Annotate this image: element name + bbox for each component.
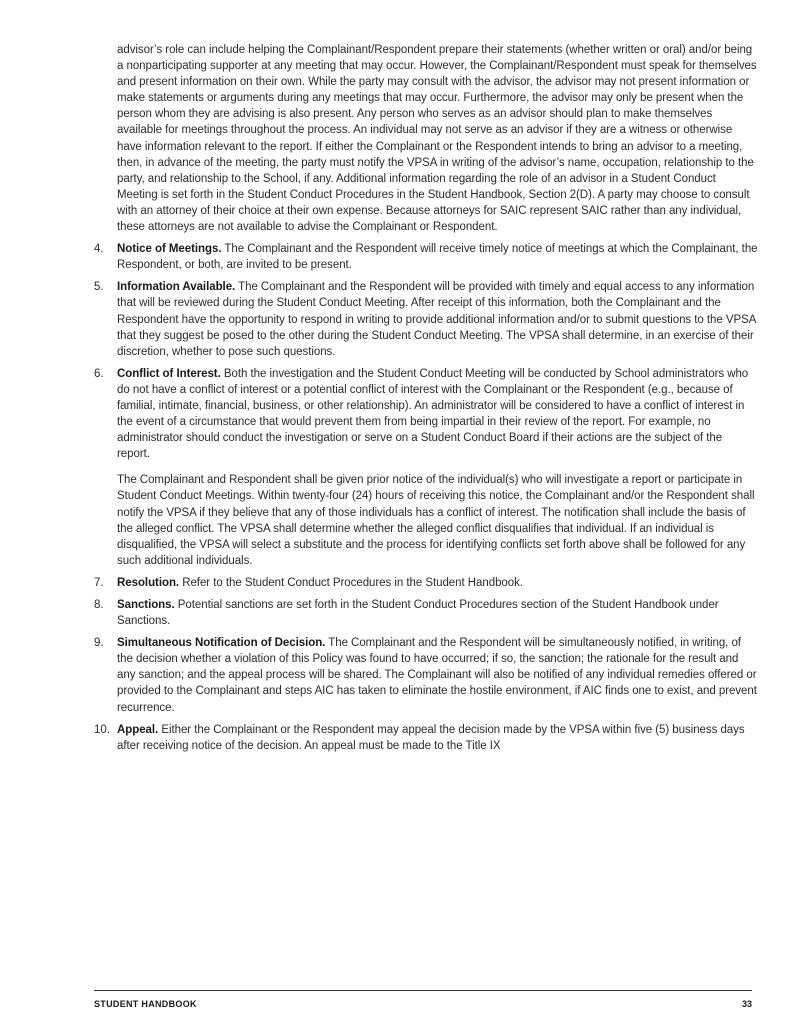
footer-divider [94, 990, 752, 991]
item-title: Appeal. [117, 723, 159, 736]
list-item [94, 366, 758, 569]
item-title: Simultaneous Notification of Decision. [117, 637, 326, 650]
item-text: The Complainant and the Respondent will be provided with timely and equal access to any information that will be reviewed during the Student Conduct Meeting. After receipt of this information, both the Complainant and the Respondent have the opportunity to respond in writing to provide additional information and/or to submit questions to the VPSA that they suggest be posed to the other during the Student Conduct Meeting. The VPSA shall determine, in an exercise of their discretion, whether to pose such questions. [117, 281, 756, 358]
item-second-paragraph: The Complainant and Respondent shall be given prior notice of the individual(s) who will investigate a report or participate in Student Conduct Meetings. Within twenty-four (24) hours of receiving this notice, the Complainant and/or the Respondent shall notify the VPSA if they believe that any of those individuals has a conflict of interest. The notification shall include the basis of the alleged conflict. The VPSA shall determine whether the alleged conflict disqualifies that individual. If an individual is disqualified, the VPSA will select a substitute and the process for identifying conflicts set forth above shall be followed for any such additional individuals. [117, 474, 755, 567]
item-title: Sanctions. [117, 599, 175, 611]
item-text: The Complainant and the Respondent will be simultaneously notified, in writing, of the decision whether a violation of this Policy was found to have occurred; if so, the sanction; the rationale for the result and any sanction; and the appeal process will be shared. The Complainant will also be notified of any individual remedies offered or provided to the Complainant and steps AIC has taken to eliminate the hostile environment, if AIC finds one to exist, and prevent recurrence. [117, 637, 757, 714]
list-item [94, 635, 758, 715]
list-item [94, 597, 758, 629]
item-title: Information Available. [117, 281, 236, 294]
list-item [94, 575, 758, 591]
item-title: Notice of Meetings. [117, 243, 222, 256]
item-number: 7. [94, 576, 104, 589]
numbered-list [94, 241, 758, 754]
item-text: Both the investigation and the Student Conduct Meeting will be conducted by School administrators who do not have a conflict of interest or a potential conflict of interest with the Complainant or the Respondent (e.g., because of familial, intimate, financial, business, or other relationship). An administrator will be considered to have a conflict of interest in the event of a circumstance that would prevent them from being impartial in their review of the report. For example, no administrator should conduct the investigation or serve on a Student Conduct Board if their actions are the subject of the report. [117, 367, 749, 461]
item-text: The Complainant and the Respondent will receive timely notice of meetings at which the Complainant, the Respondent, or both, are invited to be present. [117, 243, 758, 272]
page-body [94, 42, 758, 754]
item-text: Potential sanctions are set forth in the Student Conduct Procedures section of the Student Handbook under Sanctions. [117, 599, 719, 628]
intro-paragraph: advisor’s role can include helping the Complainant/Respondent prepare their statements (whether written or oral) and/or being a nonparticipating supporter at any meeting that may occur. However, the Complainant/Respondent must speak for themselves and present information on their own. While the party may consult with the advisor, the advisor may not present information or make statements or arguments during any meetings that may occur. Furthermore, the advisor may only be present when the person whom they are advising is also present. Any person who serves as an advisor should plan to make themselves available for meetings throughout the process. An individual may not serve as an advisor if they are a witness or otherwise have information relevant to the report. If either the Complainant or the Respondent intends to bring an advisor to a meeting, then, in advance of the meeting, the party must notify the VPSA in writing of the advisor’s name, occupation, relationship to the party, and relationship to the School, if any. Additional information regarding the role of an advisor in a Student Conduct Meeting is set forth in the Student Conduct Procedures in the Student Handbook, Section 2(D). A party may choose to consult with an attorney of their choice at their own expense. Because attorneys for SAIC represent SAIC rather than any individual, these attorneys are not available to advise the Complainant or Respondent. [117, 44, 757, 234]
list-item [94, 241, 758, 273]
list-item [94, 722, 758, 754]
item-number: 10. [94, 723, 110, 736]
item-number: 5. [94, 281, 104, 294]
item-title: Resolution. [117, 576, 180, 589]
item-number: 9. [94, 637, 104, 650]
item-number: 4. [94, 243, 104, 256]
list-item [94, 279, 758, 359]
item-text: Either the Complainant or the Respondent may appeal the decision made by the VPSA within five (5) business days after receiving notice of the decision. An appeal must be made to the Title IX [117, 723, 745, 752]
item-title: Conflict of Interest. [117, 367, 221, 380]
page-number: 33 [741, 999, 752, 1009]
item-text: Refer to the Student Conduct Procedures in the Student Handbook. [179, 576, 523, 589]
footer-title: STUDENT HANDBOOK [94, 999, 197, 1009]
item-number: 6. [94, 367, 104, 380]
item-number: 8. [94, 599, 104, 611]
